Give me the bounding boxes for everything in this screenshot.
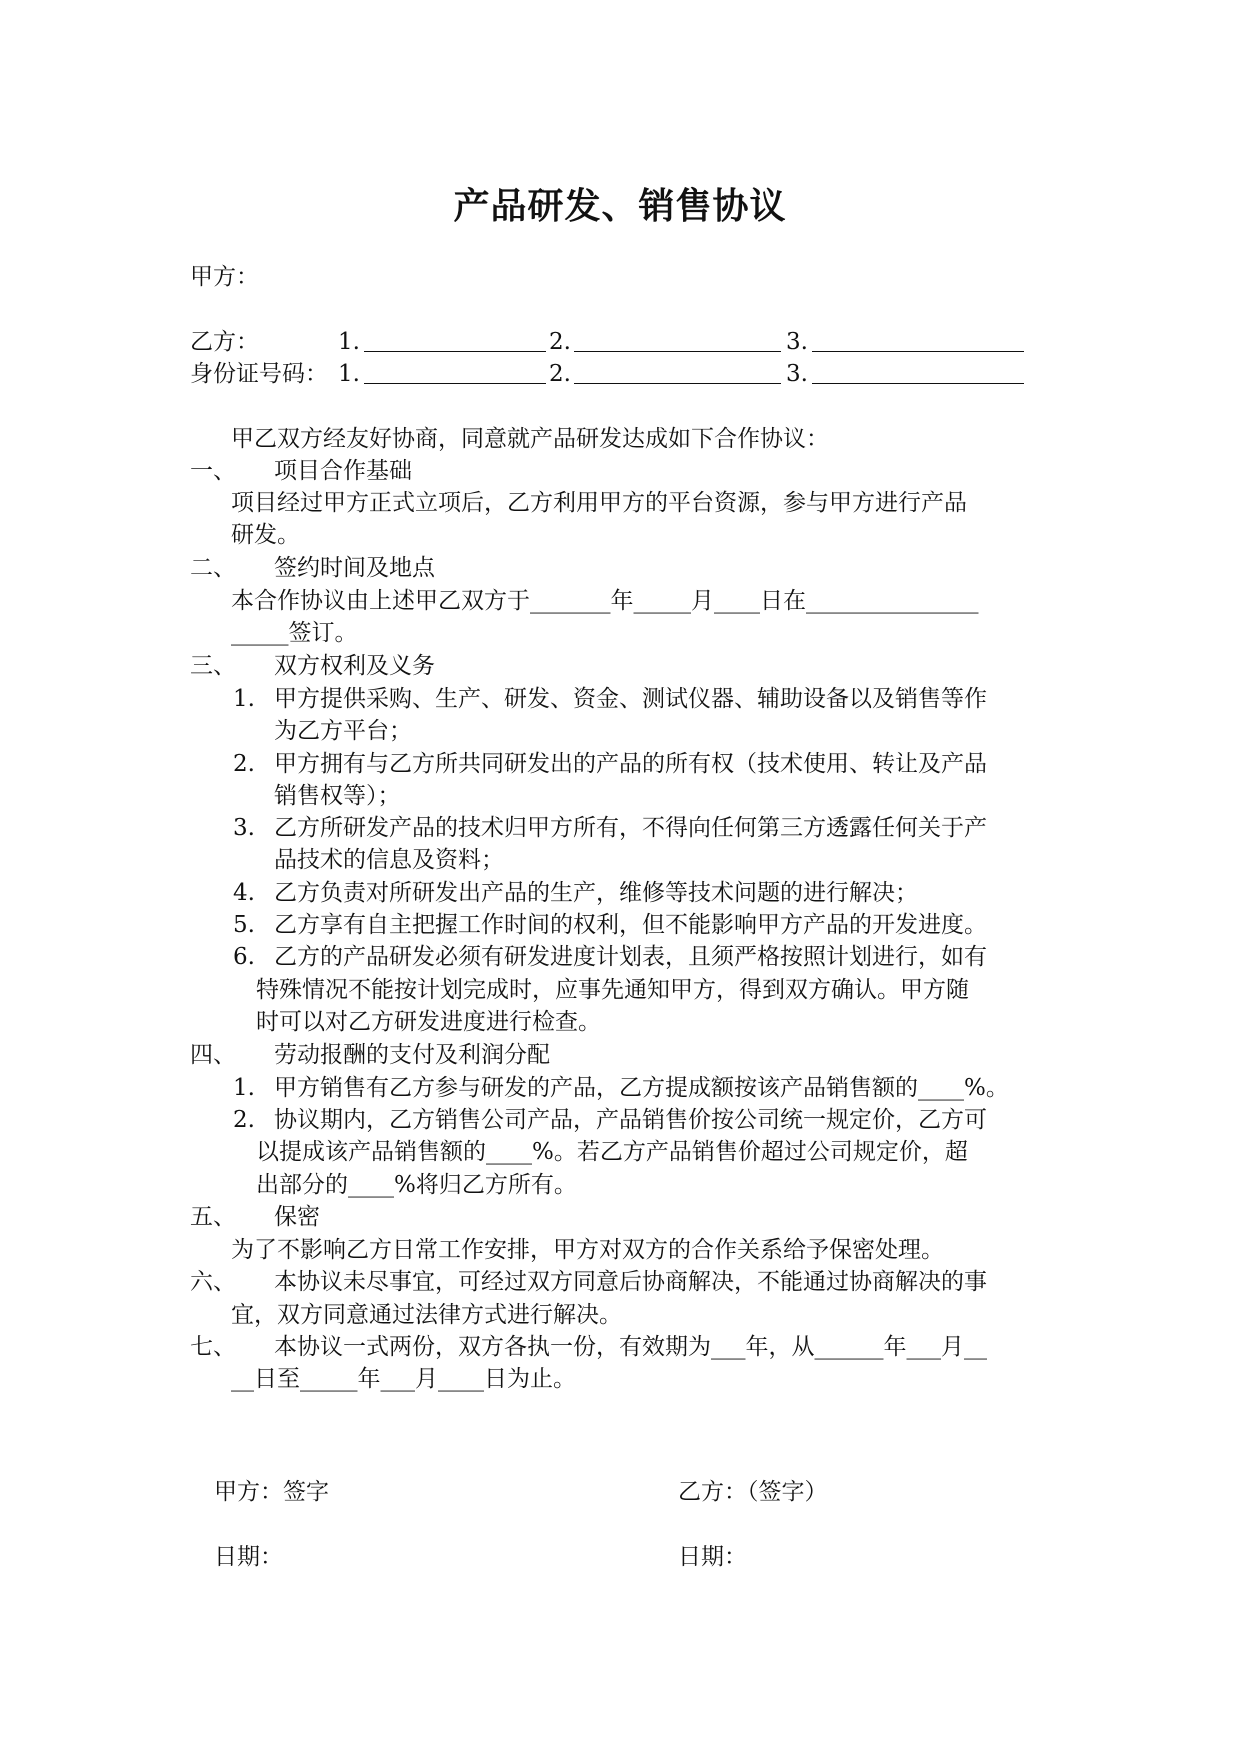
section-4-item-2-line-2: 以提成该产品销售额的____%。若乙方产品销售价超过公司规定价，超 [256,1139,968,1165]
section-3-item-5-line-1: 乙方享有自主把握工作时间的权利，但不能影响甲方产品的开发进度。 [274,912,987,938]
section-6-num: 六、 [190,1269,236,1295]
section-3-item-3-line-2: 品技术的信息及资料； [274,847,504,873]
section-3-item-6-line-2: 特殊情况不能按计划完成时，应事先通知甲方，得到双方确认。甲方随 [256,977,969,1003]
section-1-heading: 项目合作基础 [274,458,412,484]
section-5-line-1: 为了不影响乙方日常工作安排，甲方对双方的合作关系给予保密处理。 [231,1237,944,1263]
section-3-item-1-line-1: 甲方提供采购、生产、研发、资金、测试仪器、辅助设备以及销售等作 [274,686,987,712]
section-3-item-2-num: 2. [233,751,255,777]
section-6-line-1: 本协议未尽事宜，可经过双方同意后协商解决，不能通过协商解决的事 [274,1269,987,1295]
id-num-2: 2. [549,361,571,387]
section-4-item-2-line-3: 出部分的____%将归乙方所有。 [256,1172,577,1198]
section-3-item-1-num: 1. [233,686,255,712]
party-a-label: 甲方： [190,264,259,290]
page-title: 产品研发、销售协议 [453,185,787,227]
section-4-item-1-line-1: 甲方销售有乙方参与研发的产品，乙方提成额按该产品销售额的____%。 [274,1075,1009,1101]
section-4-heading: 劳动报酬的支付及利润分配 [274,1042,550,1068]
section-3-item-2-line-2: 销售权等）； [274,783,401,809]
party-b-date-label: 日期： [678,1544,747,1570]
section-3-item-5-num: 5. [233,912,255,938]
party-a-signature-label: 甲方：签字 [214,1479,329,1505]
section-7-line-1: 本协议一式两份，双方各执一份，有效期为___年，从______年___月__ [274,1334,987,1360]
id-num-1: 1. [338,361,360,387]
party-b-label: 乙方： [190,329,259,355]
party-b-num-2: 2. [549,329,571,355]
intro-paragraph: 甲乙双方经友好协商，同意就产品研发达成如下合作协议： [231,426,829,452]
party-a-date-label: 日期： [214,1544,283,1570]
section-3-item-2-line-1: 甲方拥有与乙方所共同研发出的产品的所有权（技术使用、转让及产品 [274,751,987,777]
section-3-item-3-num: 3. [233,815,255,841]
section-2-line-2: _____签订。 [231,620,358,646]
id-blank-1[interactable] [364,361,546,384]
id-num-3: 3. [786,361,808,387]
section-6-line-2: 宜，双方同意通过法律方式进行解决。 [231,1302,622,1328]
party-b-blank-1[interactable] [364,329,546,352]
party-b-blank-2[interactable] [574,329,781,352]
section-1-line-2: 研发。 [231,522,300,548]
section-3-item-4-num: 4. [233,880,255,906]
section-3-item-6-num: 6. [233,944,255,970]
section-3-item-6-line-3: 时可以对乙方研发进度进行检查。 [256,1009,601,1035]
section-3-item-4-line-1: 乙方负责对所研发出产品的生产，维修等技术问题的进行解决； [274,880,918,906]
section-4-num: 四、 [190,1042,236,1068]
section-7-line-2: __日至_____年___月____日为止。 [231,1366,576,1392]
section-5-num: 五、 [190,1204,236,1230]
section-2-line-1: 本合作协议由上述甲乙双方于_______年_____月____日在_______________ [231,588,979,614]
id-blank-2[interactable] [574,361,781,384]
party-b-signature-label: 乙方：（签字） [678,1479,828,1505]
id-label: 身份证号码： [190,361,328,387]
section-3-heading: 双方权利及义务 [274,653,435,679]
section-7-num: 七、 [190,1334,236,1360]
section-4-item-2-line-1: 协议期内，乙方销售公司产品，产品销售价按公司统一规定价，乙方可 [274,1107,987,1133]
section-1-line-1: 项目经过甲方正式立项后，乙方利用甲方的平台资源，参与甲方进行产品 [231,490,967,516]
id-blank-3[interactable] [812,361,1024,384]
section-4-item-1-num: 1. [233,1075,255,1101]
section-2-heading: 签约时间及地点 [274,555,435,581]
section-1-num: 一、 [190,458,236,484]
section-3-item-6-line-1: 乙方的产品研发必须有研发进度计划表，且须严格按照计划进行，如有 [274,944,987,970]
section-3-item-3-line-1: 乙方所研发产品的技术归甲方所有，不得向任何第三方透露任何关于产 [274,815,987,841]
section-5-heading: 保密 [274,1204,320,1230]
section-3-num: 三、 [190,653,236,679]
section-3-item-1-line-2: 为乙方平台； [274,718,412,744]
party-b-num-1: 1. [338,329,360,355]
section-4-item-2-num: 2. [233,1107,255,1133]
party-b-blank-3[interactable] [812,329,1024,352]
section-2-num: 二、 [190,555,236,581]
party-b-num-3: 3. [786,329,808,355]
